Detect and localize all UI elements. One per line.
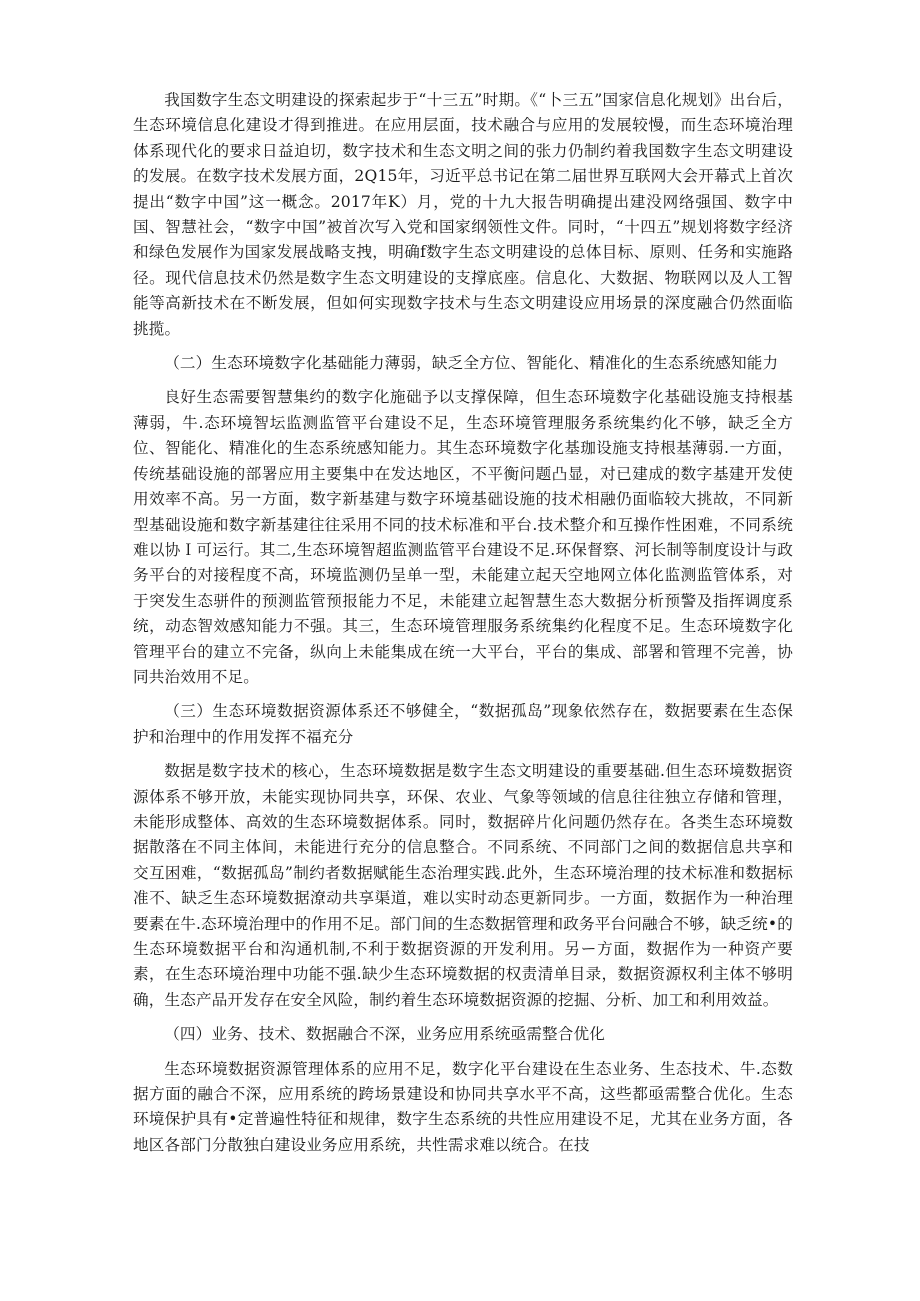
document-page [133,88,793,1158]
spacer [133,690,793,699]
paragraph-origin: 我国数字生态文明建设的探索起步于“十三五”时期。《“卜三五”国家信息化规划》出台后，生态环境信息化建设才得到推进。在应用层面，技术融合与应用的发展较慢，而生态环境治理体系现代化的要求日益迫切，数字技术和生态文明之间的张力仍制约着我国数字生态文明建设的发展。在数字技术发展方面，2Q15年，习近平总书记在第二届世界互联网大会开幕式上首次提出“数字中国”这一概念。2017年K）月，党的十九大报告明确提出建没网络强国、数字中国、智慧社会，“数字中国”被首次写入党和国家纲领性文件。同时，“十四五”规划将数字经济和绿色发展作为国家发展战略支拽，明确f数字生态文明建设的总体目标、原则、任务和实施路径。现代信息技术仍然是数字生态文明建设的支撑底座。信息化、大数据、物联网以及人工智能等高新技术在不断发展，但如何实现数字技术与生态文明建设应用场景的深度融合仍然面临挑揽。 [133,91,793,338]
section-heading-4: （四）业务、技术、数据融合不深，业务应用系统亟需整合优化 [164,1025,606,1044]
spacer [133,342,793,351]
spacer [133,1013,793,1022]
spacer [133,750,793,759]
paragraph-integration: 生态环境数据资源管理体系的应用不足，数字化平台建设在生态业务、生态技术、牛.态数据方面的融合不深，应用系统的跨场景建设和协同共享水平不高，这些都亟需整合优化。生态环境保护具有•定普遍性特征和规律，数字生态系统的共性应用建设不足，尤其在业务方面，各地区各部门分散独白建设业务应用系统，共性需求难以统合。在技 [133,1059,793,1154]
paragraph-data-resources: 数据是数字技术的核心，生态环境数据是数字生态文明建设的重要基础.但生态环境数据资源体系不够开放，未能实现协同共享，环保、农业、气象等领域的信息往往独立存储和管理，未能形成整体、高效的生态环境数据体系。同时，数据碎片化问题仍然存在。各类生态环境数据散落在不同主体间，未能进行充分的信息整合。不同系统、不同部门之间的数据信息共享和交互困难，“数据孤岛”制约者数据赋能生态治理实践.此外，生态环境治理的技术标准和数据标准不、缺乏生态环境数据潦动共享渠道，难以实时动态更新同步。一方面，数据作为一种治理要素在牛.态环境治理中的作用不足。部门间的生态数据管理和政务平台问融合不够，缺乏统•的生态环境数据平台和沟通机制,不利于数据资源的开发利用。另ー方面，数据作为一种资产要素，在生态环境治理中功能不强.缺少生态环境数据的权责清单目录，数据资源权利主体不够明确，生态产品开发存在安全风险，制约着生态环境数据资源的挖掘、分析、加工和利用效益。 [133,762,793,1009]
spacer [133,376,793,385]
section-heading-3: （三）生态环境数据资源体系还不够健全，“数据孤岛”现象依然存在，数据要素在生态保护和治理中的作用发挥不福充分 [133,702,793,746]
spacer [133,1048,793,1057]
paragraph-infrastructure: 良好生态需要智慧集约的数字化施础予以支撑保障，但生态环境数字化基础设施支持根基薄弱，牛.态环境智坛监测监管平台建设不足，生态环境管理服务系统集约化不够，缺乏全方位、智能化、精准化的生态系统感知能力。其生态环境数字化基珈设施支持根基薄弱.一方面，传统基础设施的部署应用主要集中在发达地区，不平衡问题凸显，对已建成的数字基建开发使用效率不高。另一方面，数字新基建与数字环境基础设施的技术相融仍面临较大挑故，不同新型基础设施和数字新基建往往采用不同的技术标准和平台.技术整介和互操作性困难，不同系统难以协Ｉ可运行。其二,生态环境智超监测监管平台建设不足.环保督察、河长制等制度设计与政务平台的对接程度不高，环境监测仍呈单一型，未能建立起天空地网立体化监测监管体系，对于突发生态骈件的预测监管预报能力不足，未能建立起智慧生态大数据分析预警及指挥调度系统，动态智效感知能力不强。其三，生态环境管理服务系统集约化程度不足。生态环境数字化管理平台的建立不完备，纵向上未能集成在统一大平台，平台的集成、部署和管理不完善，协同共治效用不足。 [133,388,793,686]
section-heading-2: （二）生态环境数字化基础能力薄弱，缺乏全方位、智能化、精准化的生态系统感知能力 [164,354,779,373]
